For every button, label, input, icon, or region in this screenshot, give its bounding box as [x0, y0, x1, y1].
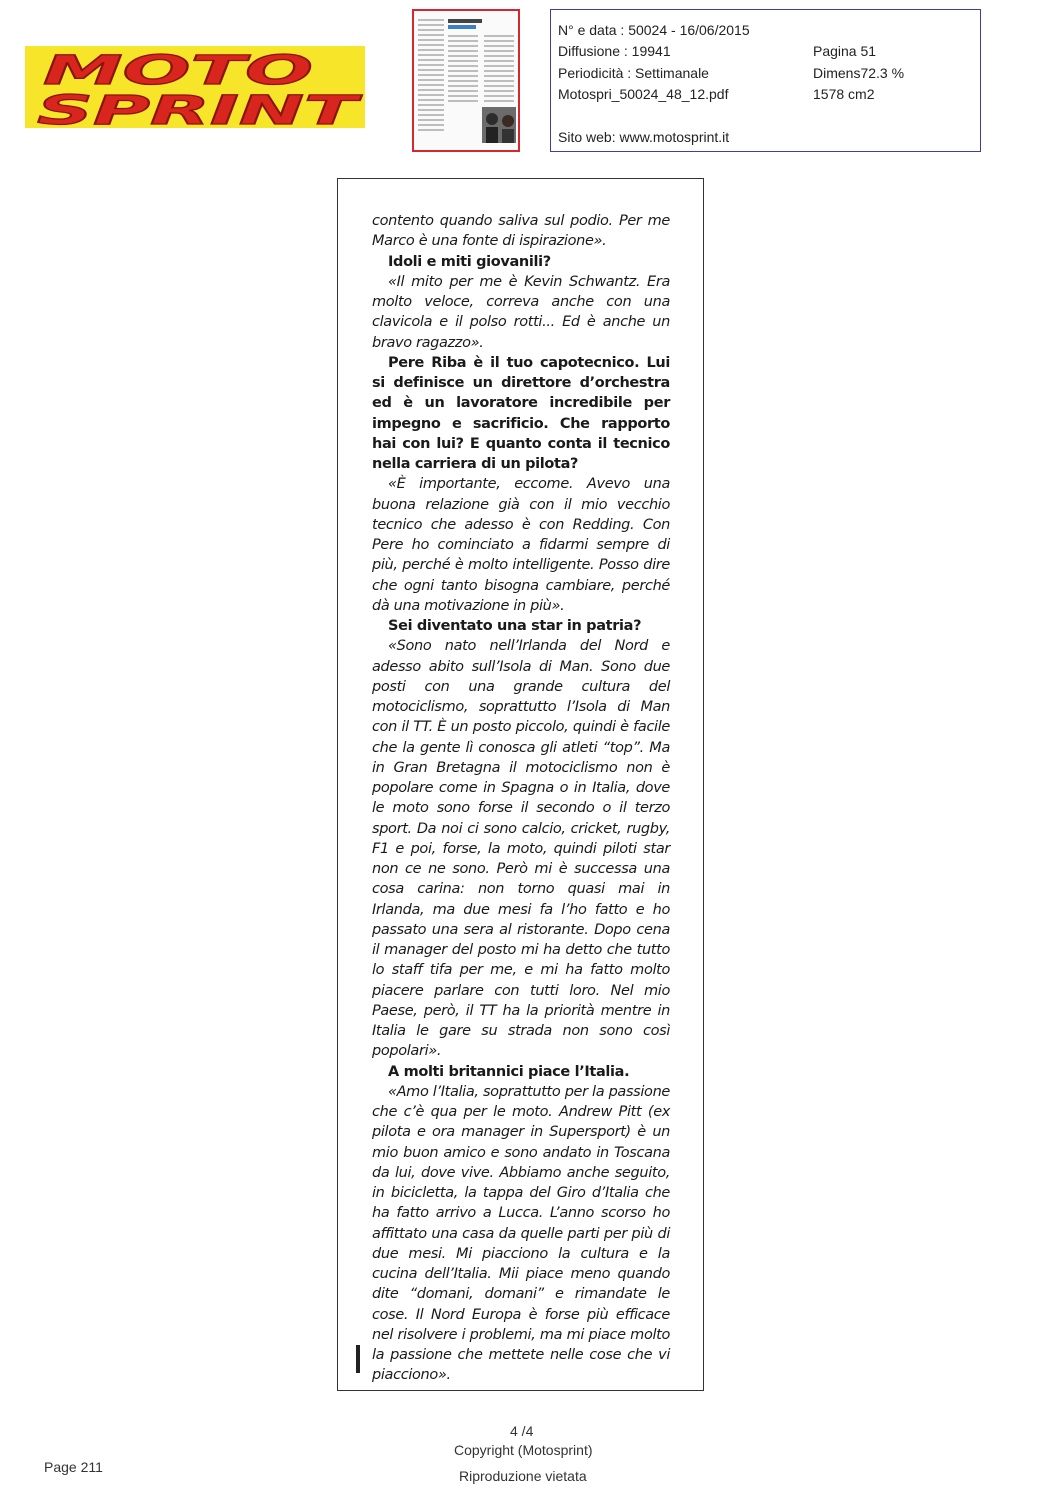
interview-answer: contento quando saliva sul podio. Per me Marco è una fonte di ispirazione».	[372, 213, 670, 250]
interview-question: Sei diventato una star in patria?	[388, 618, 642, 634]
page-number: Page 211	[44, 1459, 103, 1475]
area-info: 1578 cm2	[813, 86, 875, 102]
issue-number-date: N° e data : 50024 - 16/06/2015	[558, 22, 750, 38]
article-body	[372, 211, 670, 1386]
interview-answer: «Il mito per me è Kevin Schwantz. Era molto veloce, correva anche con una clavicola e il polso rotti... Ed è anche un bravo ragazzo».	[372, 273, 670, 351]
motosprint-logo	[25, 46, 365, 128]
interview-answer: «È importante, eccome. Avevo una buona relazione già con il mio vecchio tecnico che adesso è con Redding. Con Pere ho cominciato a fidarmi sempre di più, perché è molto intelligente. Posso dire che ogni tanto bisogna cambiare, perché dà una motivazione in più».	[372, 476, 670, 614]
article-clipping	[337, 178, 704, 1391]
interview-answer: «Amo l’Italia, soprattutto per la passione che c’è qua per le moto. Andrew Pitt (ex pilota e ora manager in Supersport) è un mio buon amico e sono andato in Toscana da lui, dove vive. Abbiamo anche seguito, in bicicletta, la tappa del Giro d’Italia che ha fatto arrivo a Lucca. L’anno scorso ho affittato una casa da quelle parti per più di due mesi. Mi piacciono la cultura e la cucina dell’Italia. Mii piace meno quando dite “domani, domani” e rimandate le cose. Il Nord Europa è forse più efficace nel risolvere i problemi, ma mi piace molto la passione che mettete nelle cose che vi piacciono».	[372, 1083, 670, 1384]
circulation: Diffusione : 19941	[558, 43, 671, 59]
page-thumbnail	[412, 9, 520, 152]
page-info: Pagina 51	[813, 43, 877, 59]
page-counter: 4 /4	[510, 1423, 534, 1439]
publication-info-box	[550, 9, 981, 152]
interview-question: A molti britannici piace l’Italia.	[388, 1063, 630, 1080]
source-file: Motospri_50024_48_12.pdf	[558, 86, 729, 102]
dimension-info: Dimens72.3 %	[813, 65, 905, 81]
periodicity: Periodicità : Settimanale	[558, 65, 709, 81]
interview-question: Idoli e miti giovanili?	[388, 253, 551, 270]
copyright-notice: Copyright (Motosprint)	[454, 1442, 593, 1458]
svg-text:MOTO: MOTO	[43, 48, 313, 94]
interview-question: Pere Riba è il tuo capotecnico. Lui si definisce un direttore d’orchestra ed è un lavoratore incredibile per impegno e sacrificio. Che rapporto hai con lui? E quanto conta il tecnico nella carriera di un pilota?	[372, 354, 670, 472]
interview-answer: «Sono nato nell’Irlanda del Nord e adesso abito sull’Isola di Man. Sono due posti con una grande cultura del motociclismo, soprattutto l’Isola di Man con il TT. È un posto piccolo, quindi è facile che la gente lì conosca gli atleti “top”. Ma in Gran Bretagna il motociclismo non è popolare come in Spagna o in Italia, dove le moto sono forse il secondo o il terzo sport. Da noi ci sono calcio, cricket, rugby, F1 e poi, forse, la moto, quindi piloti star non ce ne sono. Però mi è successa una cosa carina: non torno quasi mai in Irlanda, ma due mesi fa l’ho fatto e ho passato una sera al ristorante. Dopo cena il manager del posto mi ha detto che tutto lo staff tifa per me, e mi ha fatto molto piacere parlare con tutti loro. Nel mio Paese, però, il TT ha la priorità mentre in Italia le gare su strada non sono così popolari».	[372, 638, 670, 1060]
scan-edge-mark	[356, 1345, 360, 1373]
website: Sito web: www.motosprint.it	[558, 129, 730, 145]
svg-text:SPRINT: SPRINT	[37, 88, 363, 128]
reproduction-notice: Riproduzione vietata	[459, 1468, 587, 1484]
